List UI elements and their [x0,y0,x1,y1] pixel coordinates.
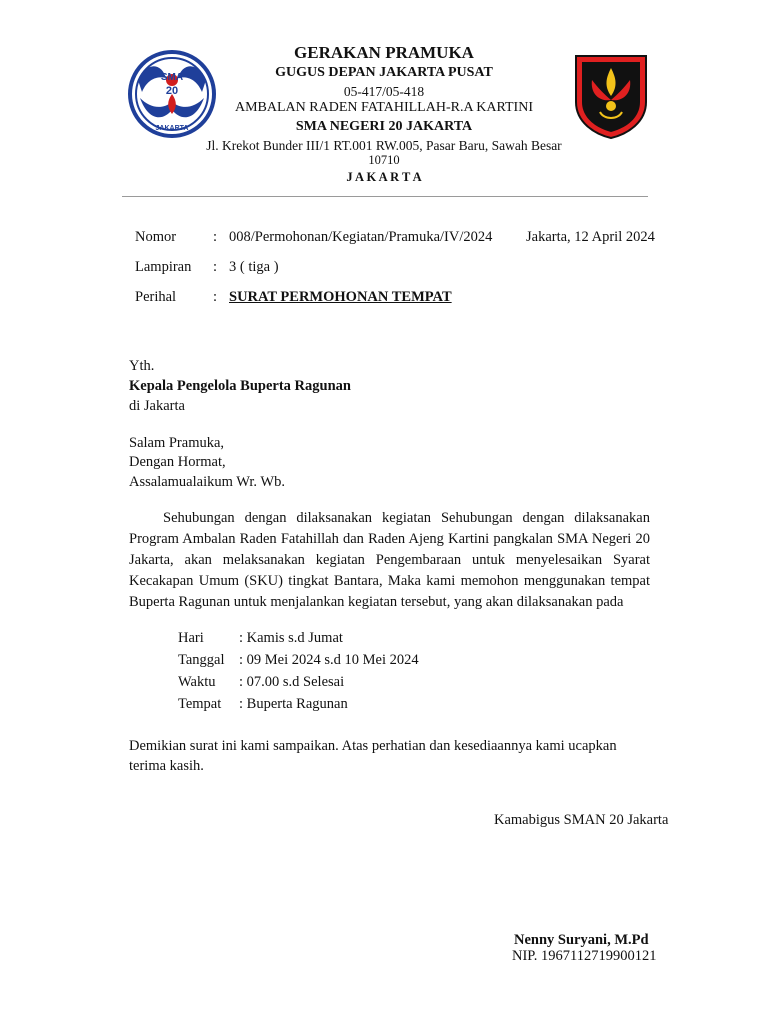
letterhead-city: J A K A R T A [346,170,422,184]
perihal-label: Perihal [135,289,177,305]
recipient-yth: Yth. [129,358,155,374]
detail-tanggal-label: Tanggal [178,652,225,668]
greeting-salam: Salam Pramuka, [129,435,225,451]
nomor-value: 008/Permohonan/Kegiatan/Pramuka/IV/2024 [229,229,493,245]
greeting-assalamualaikum: Assalamualaikum Wr. Wb. [129,474,285,490]
detail-tanggal-value: : 09 Mei 2024 s.d 10 Mei 2024 [239,652,419,668]
logo-left-text-bottom: JAKARTA [155,125,189,132]
detail-waktu-value: : 07.00 s.d Selesai [239,674,345,690]
signature-title: Kamabigus SMAN 20 Jakarta [494,812,669,828]
recipient-place: di Jakarta [129,398,185,414]
letterhead-address: Jl. Krekot Bunder III/1 RT.001 RW.005, Pasar Baru, Sawah Besar [206,138,562,153]
letterhead-gudep: GUGUS DEPAN JAKARTA PUSAT [275,65,493,80]
perihal-value-text: SURAT PERMOHONAN TEMPAT [229,289,452,305]
lampiran-label: Lampiran [135,259,192,275]
logo-left-text-top: SMA [160,72,184,83]
letterhead-gudep-number: 05-417/05-418 [343,84,425,99]
detail-hari-value: : Kamis s.d Jumat [239,630,343,646]
letterhead-postcode: 10710 [368,153,400,167]
letter-date: Jakarta, 12 April 2024 [526,229,655,245]
nomor-colon: : [213,229,218,245]
perihal-colon: : [213,289,218,305]
detail-waktu-label: Waktu [178,674,216,690]
closing-line-1: Demikian surat ini kami sampaikan. Atas perhatian dan kesediaannya kami ucapkan [129,738,617,754]
greeting-hormat: Dengan Hormat, [129,454,226,470]
letterhead-ambalan: AMBALAN RADEN FATAHILLAH-R.A KARTINI [235,100,533,115]
nomor-label: Nomor [135,229,177,245]
letterhead-school: SMA NEGERI 20 JAKARTA [295,119,473,134]
body-paragraph: Sehubungan dengan dilaksanakan kegiatan Sehubungan dengan dilaksanakan Program Ambalan Raden Fatahillah dan Raden Ajeng Kartini pangkalan SMA Negeri 20 Jakarta, akan melaksanakan kegiatan Pengembaraan untuk menyelesaikan Syarat Kecakapan Umum (SKU) tingkat Bantara, Maka kami memohon menggunakan tempat Buperta Ragunan untuk menjalankan kegiatan tersebut, yang akan dilaksanakan pada [129,510,650,610]
closing-line-2: terima kasih. [129,758,204,774]
letterhead-divider [122,196,648,197]
letterhead-org: GERAKAN PRAMUKA [294,43,474,62]
logo-left-text-num: 20 [165,85,179,97]
recipient-name: Kepala Pengelola Buperta Ragunan [129,378,351,394]
detail-hari-label: Hari [178,630,204,646]
signature-nip: NIP. 1967112719900121 [512,948,657,964]
detail-tempat-value: : Buperta Ragunan [239,696,348,712]
lampiran-value: 3 ( tiga ) [229,259,279,275]
lampiran-colon: : [213,259,218,275]
detail-tempat-label: Tempat [178,696,222,712]
signature-name: Nenny Suryani, M.Pd [514,932,649,948]
perihal-value [229,289,452,306]
